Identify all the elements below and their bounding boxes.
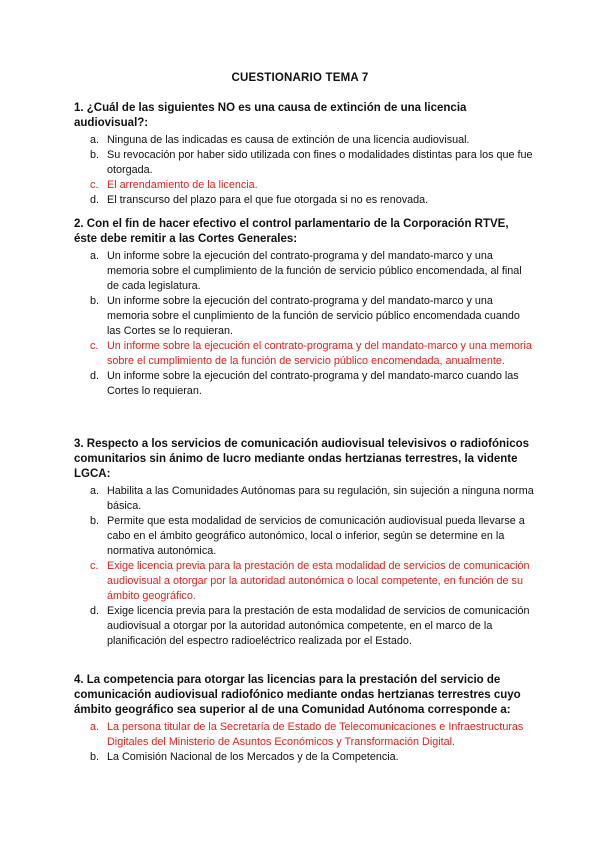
option-letter: d. [90,370,100,382]
option-list [74,249,534,399]
option-text: Ninguna de las indicadas es causa de extinción de una licencia audiovisual. [107,134,470,146]
option-text: Un informe sobre la ejecución el contrato-programa y del mandato-marco y una memoria sobre el cumplimiento de la función de servicio público encomendada, anualmente. [107,340,532,367]
page-title: CUESTIONARIO TEMA 7 [231,72,369,84]
option-text: Un informe sobre la ejecución del contrato-programa y del mandato-marco y una memoria sobre el cunplimiento de la función de servicio público encomendada cuando las Cortes se lo requieran. [107,295,520,337]
option-d [74,193,534,208]
option-a [74,484,534,514]
question-4 [74,673,534,765]
option-text: El transcurso del plazo para el que fue otorgada si no es renovada. [107,194,429,206]
option-letter: d. [90,605,100,617]
question-1 [74,101,534,208]
question-text: 4. La competencia para otorgar las licencias para la prestación del servicio de comunicación audiovisual radiofónico mediante ondas hertzianas terrestres cuyo ámbito geográfico sea superior al de una Comunidad Autónoma corresponde a: [74,674,521,716]
option-text: Exige licencia previa para la prestación de esta modalidad de servicios de comunicación audiovisual a otorgar por la autoridad autonómica o local competente, en función de su ámbito geográfico. [107,560,530,602]
option-text: Su revocación por haber sido utilizada con fines o modalidades distintas para los que fue otorgada. [107,149,533,176]
option-list [74,484,534,649]
option-a [74,249,534,294]
option-text: La Comisión Nacional de los Mercados y de la Competencia. [107,751,399,763]
option-list [74,720,534,765]
option-letter: a. [90,721,100,733]
option-letter: d. [90,194,100,206]
option-d [74,369,534,399]
option-text: Un informe sobre la ejecución del contrato-programa y del mandato-marco cuando las Cortes lo requieran. [107,370,519,397]
option-text: El arrendamiento de la licencia. [107,179,258,191]
option-c-correct [74,339,534,369]
option-text: Exige licencia previa para la prestación de esta modalidad de servicios de comunicación audiovisual a otorgar por la autoridad autonómica competente, en el marco de la planificación del espectro radioeléctrico realizada por el Estado. [107,605,530,647]
option-letter: c. [90,340,99,352]
question-2 [74,217,534,399]
question-text: 2. Con el fin de hacer efectivo el control parlamentario de la Corporación RTVE, éste debe remitir a las Cortes Generales: [74,218,509,245]
option-text: La persona titular de la Secretaría de Estado de Telecomunicaciones e Infraestructuras Digitales del Ministerio de Asuntos Económicos y Transformación Digital. [107,721,524,748]
option-c-correct [74,559,534,604]
option-text: Permite que esta modalidad de servicios de comunicación audiovisual pueda llevarse a cabo en el ámbito geográfico autonómico, local o inferior, según se determine en la normativa autonómica. [107,515,525,557]
option-letter: a. [90,250,100,262]
option-b [74,148,534,178]
option-text: Un informe sobre la ejecución del contrato-programa y del mandato-marco y una memoria sobre el cumplimiento de la función de servicio público encomendada, al final de cada legislatura. [107,250,522,292]
option-letter: c. [90,560,99,572]
option-b [74,294,534,339]
option-letter: b. [90,751,100,763]
option-a [74,133,534,148]
option-letter: b. [90,295,100,307]
option-b [74,750,534,765]
question-text: 1. ¿Cuál de las siguientes NO es una causa de extinción de una licencia audiovisual?: [74,102,467,129]
option-list [74,133,534,208]
option-a-correct [74,720,534,750]
option-b [74,514,534,559]
option-c-correct [74,178,534,193]
option-letter: b. [90,515,100,527]
question-3 [74,437,534,649]
option-d [74,604,534,649]
question-text: 3. Respecto a los servicios de comunicación audiovisual televisivos o radiofónicos comunitarios sin ánimo de lucro mediante ondas hertzianas terrestres, la vidente LGCA: [74,438,530,480]
option-text: Habilita a las Comunidades Autónomas para su regulación, sin sujeción a ninguna norma básica. [107,485,534,512]
option-letter: a. [90,134,100,146]
option-letter: b. [90,149,100,161]
option-letter: a. [90,485,100,497]
option-letter: c. [90,179,99,191]
